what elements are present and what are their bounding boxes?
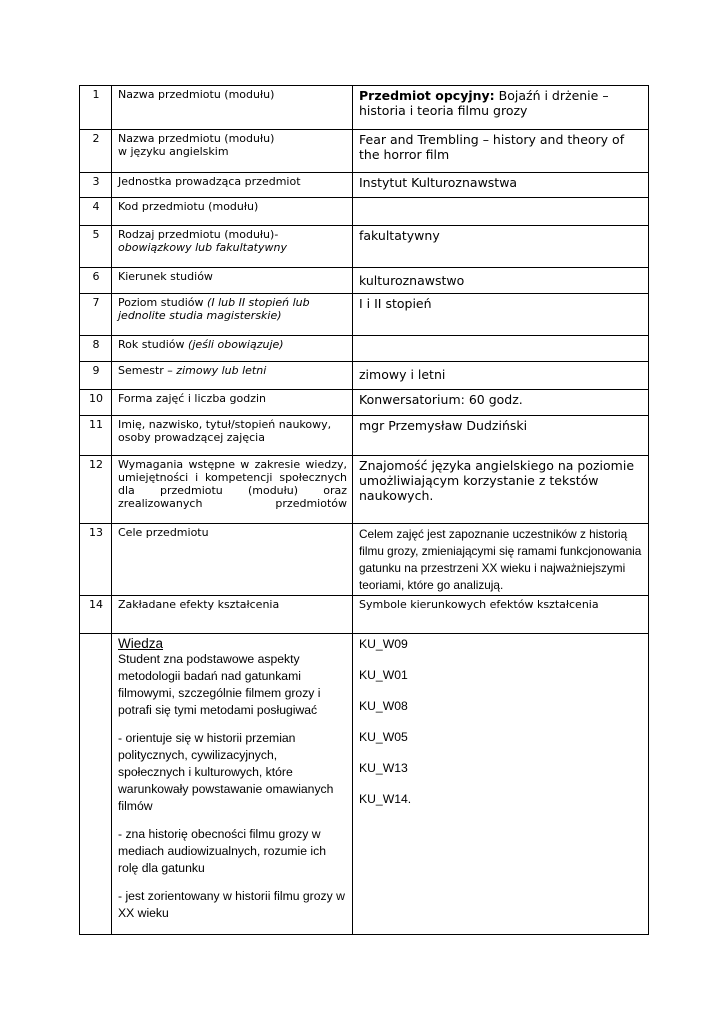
knowledge-outcomes [112,634,353,935]
row-label [112,226,353,268]
row-label: Kierunek studiów [112,268,353,294]
row-label [112,130,353,173]
label-italic: obowiązkowy lub fakultatywny [118,241,287,254]
row-value: zimowy i letni [353,362,649,390]
row-number: 2 [80,130,112,173]
row-label: Jednostka prowadząca przedmiot [112,173,353,198]
outcome-codes [353,634,649,935]
row-value: Znajomość języka angielskiego na poziomie umożliwiającym korzystanie z tekstów naukowych. [353,456,649,524]
label-line: Nazwa przedmiotu (modułu) [118,132,275,145]
table-row [80,362,649,390]
outcome-code: KU_W08 [359,699,408,713]
outcome-code: KU_W05 [359,730,408,744]
row-number: 10 [80,390,112,416]
table-row [80,268,649,294]
row-number: 14 [80,596,112,634]
row-value: I i II stopień [353,294,649,336]
table-row [80,456,649,524]
table-row [80,173,649,198]
row-number: 1 [80,86,112,130]
outcome-item: - orientuje się w historii przemian politycznych, cywilizacyjnych, społecznych i kulturowych, które warunkowały powstawanie omawianych filmów [118,731,334,813]
table-row [80,86,649,130]
row-label [112,294,353,336]
row-number [80,634,112,935]
row-label: Zakładane efekty kształcenia [112,596,353,634]
row-number: 8 [80,336,112,362]
label-line: w języku angielskim [118,145,229,158]
row-value: mgr Przemysław Dudziński [353,416,649,456]
row-label: Forma zajęć i liczba godzin [112,390,353,416]
row-number: 6 [80,268,112,294]
label-line: Rodzaj przedmiotu (modułu)- [118,228,279,241]
outcome-item: - zna historię obecności filmu grozy w mediach audiowizualnych, rozumie ich rolę dla gatunku [118,827,326,875]
row-value [353,336,649,362]
knowledge-title: Wiedza [118,636,164,651]
row-value: fakultatywny [353,226,649,268]
syllabus-table [79,85,649,935]
row-number: 12 [80,456,112,524]
row-label: Nazwa przedmiotu (modułu) [112,86,353,130]
outcome-code: KU_W09 [359,637,408,651]
row-number: 13 [80,524,112,596]
label-prefix: Rok studiów [118,338,185,351]
outcome-item: - jest zorientowany w historii filmu grozy w XX wieku [118,889,345,920]
table-row [80,416,649,456]
table-row [80,596,649,634]
row-label: Imię, nazwisko, tytuł/stopień naukowy, osoby prowadzącej zajęcia [112,416,353,456]
table-row [80,634,649,935]
label-italic: zimowy lub letni [176,364,267,377]
outcome-code: KU_W14. [359,792,412,806]
row-number: 7 [80,294,112,336]
row-number: 11 [80,416,112,456]
row-number: 5 [80,226,112,268]
value-bold-prefix: Przedmiot opcyjny: [359,88,495,103]
table-row [80,198,649,226]
table-row [80,294,649,336]
row-value: Celem zajęć jest zapoznanie uczestników z historią filmu grozy, zmieniającymi się ramami funkcjonowania gatunku na przestrzeni XX wieku i najważniejszymi teoriami, które go analizują. [353,524,649,596]
label-prefix: Poziom studiów [118,296,204,309]
table-row [80,336,649,362]
outcome-item: Student zna podstawowe aspekty metodologii badań nad gatunkami filmowymi, szczególnie filmem grozy i potrafi się tymi metodami posługiwać [118,652,321,717]
label-prefix: Semestr – [118,364,173,377]
row-number: 3 [80,173,112,198]
row-value [353,198,649,226]
table-row [80,226,649,268]
row-label: Kod przedmiotu (modułu) [112,198,353,226]
row-label: Cele przedmiotu [112,524,353,596]
row-value: Instytut Kulturoznawstwa [353,173,649,198]
label-italic: (I lub II stopień lub jednolite studia magisterskie) [118,296,310,322]
value-text: Bojaźń i drżenie – historia i teoria filmu grozy [359,88,609,118]
row-value: Fear and Trembling – history and theory of the horror film [353,130,649,173]
row-label: Wymagania wstępne w zakresie wiedzy, umiejętności i kompetencji społecznych dla przedmiotu (modułu) oraz zrealizowanych przedmiotów [112,456,353,524]
row-number: 9 [80,362,112,390]
table-row [80,130,649,173]
row-number: 4 [80,198,112,226]
outcome-code: KU_W01 [359,668,408,682]
row-value: Konwersatorium: 60 godz. [353,390,649,416]
table-row [80,524,649,596]
table-row [80,390,649,416]
row-label [112,362,353,390]
row-label [112,336,353,362]
label-italic: (jeśli obowiązuje) [188,338,284,351]
row-value: kulturoznawstwo [353,268,649,294]
row-value: Symbole kierunkowych efektów kształcenia [353,596,649,634]
row-value [353,86,649,130]
outcome-code: KU_W13 [359,761,408,775]
